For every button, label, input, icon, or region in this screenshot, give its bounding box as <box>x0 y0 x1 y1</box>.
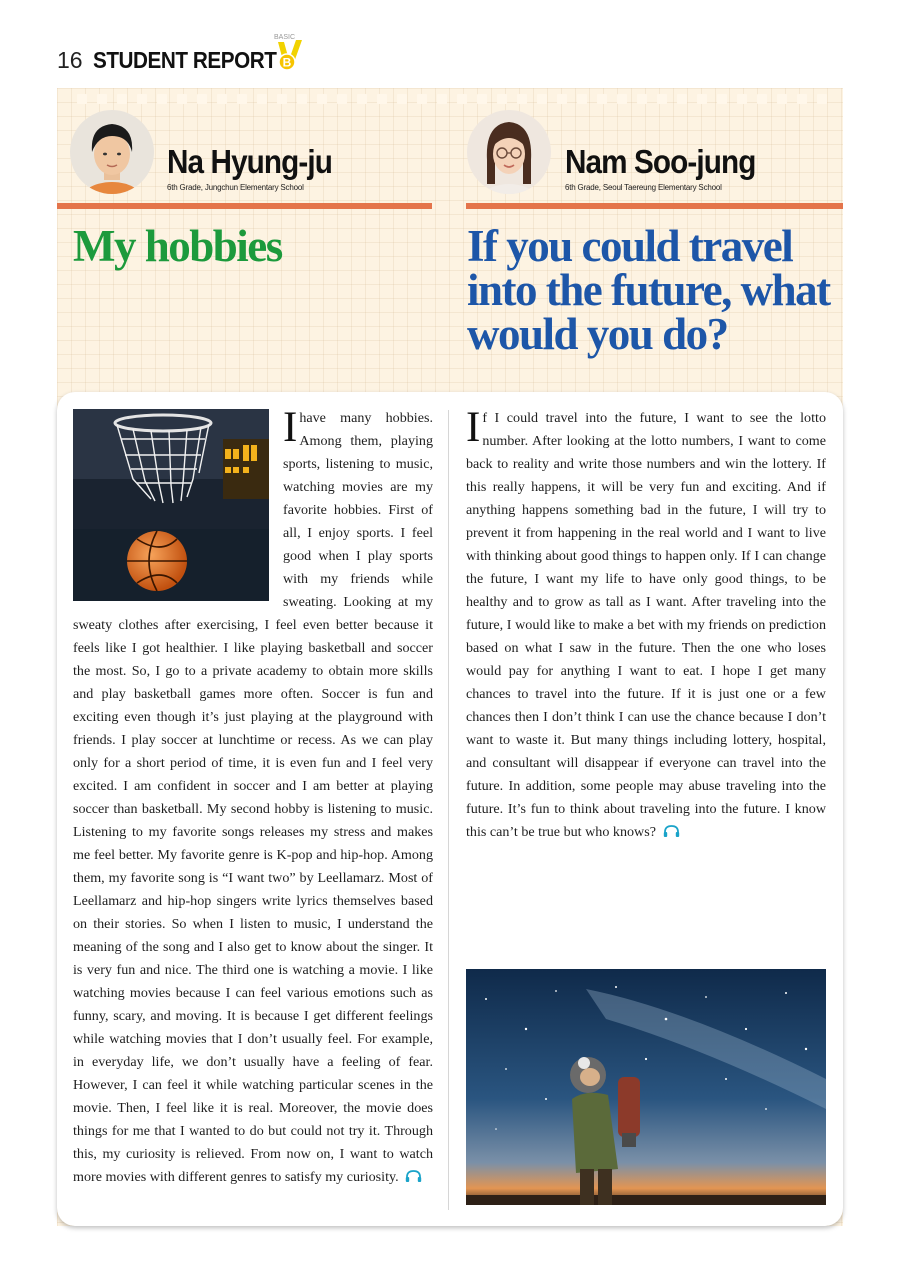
headphones-icon <box>405 1170 422 1182</box>
basketball-photo <box>73 409 269 601</box>
right-author-name: Nam Soo-jung <box>565 143 756 180</box>
page-number: 16 <box>57 46 83 73</box>
right-author-school: 6th Grade, Seoul Taereung Elementary School <box>565 183 722 192</box>
v-badge-icon <box>272 30 306 76</box>
badge-letter: B <box>282 55 292 70</box>
headphones-icon <box>663 825 680 837</box>
section-title: STUDENT REPORT <box>92 46 277 73</box>
left-body-text: have many hobbies. Among them, playing sports, listening to music, watching movies are my favorite hobbies. First of all, I enjoy sports. I feel good when I play sports with my friends while sweating. Looking at my sweaty clothes after exercising, I feel even better because it feels like I got healthier. I like playing basketball and soccer the most. So, I go to a private academy to obtain more skills and play basketball games more often. Soccer is fun and exciting even though it’s just playing at the playground with friends. I play soccer at lunchtime or recess. As we can play only for a short period of time, it is even fun and I feel very excited. I am confident in soccer and I am better at playing soccer than basketball. My second hobby is listening to music. Listening to my favorite songs releases my stress and makes me feel better. My favorite genre is K-pop and hip-hop. Among them, my favorite song is “I want two” by Leellamarz. Most of Leellamarz and hip-hop singers write lyrics themselves based on their stories. So when I listen to music, I understand the meaning of the song and I also get to know about the singer. It is very fun and nice. The third one is watching a movie. I like watching movies because I can feel various emotions such as funny, scary, and moving. It is because I get different feelings while watching movies that I don’t usually feel. For example, in everyday life, we don’t usually have a feeling of fear. However, I can feel it while watching particular scenes in the movie. Then, I feel like it is real. Moreover, the movie does things for me that I wanted to do but could not try it. Through this, my curiosity is relieved. From now on, I want to watch more movies with different genres to satisfy my curiosity. <box>73 410 433 1185</box>
space-kid-photo <box>466 969 826 1205</box>
left-author-name: Na Hyung-ju <box>167 143 332 180</box>
right-orange-rule <box>466 203 843 209</box>
right-author-avatar <box>467 110 551 194</box>
right-article-body <box>466 404 826 844</box>
left-author-school: 6th Grade, Jungchun Elementary School <box>167 183 304 192</box>
left-article-title: My hobbies <box>73 221 282 271</box>
left-author-avatar <box>70 110 154 194</box>
right-article-title: If you could travel into the future, what would you do? <box>467 221 830 359</box>
right-body-text: f I could travel into the future, I want to see the lotto number. After looking at the lotto numbers, I want to come back to reality and write those numbers and win the lottery. If this really happens, it will be very fun and exciting. And if anything happens something bad in the future, I will try to prevent it from happening in the real world and I want to live with thinking about good things to happen only. If I can change the future, I want my life to have only good things, to be healthy and to grow as tall as I want. After traveling into the future, I would like to make a bet with my friends on prediction based on what I saw in the future. Then the one who loses would pay for anything I want to eat. I hope I get many chances to travel into the future. If it is just one or a few chances then I don’t think I can use the chance because I don’t want to waste it. But many things including lottery, hospital, and consultant will disappear if everyone can travel into the future. In addition, some people may abuse traveling into the future. It’s fun to think about traveling into the future. I know this can’t be true but who knows? <box>466 410 826 840</box>
perforation-dots <box>77 94 827 106</box>
left-article-body <box>73 404 433 1189</box>
column-divider <box>448 410 449 1210</box>
left-dropcap: I <box>283 404 298 451</box>
badge-top-text: BASIC <box>274 34 296 41</box>
page-header <box>57 40 296 80</box>
right-dropcap: I <box>466 404 481 451</box>
left-orange-rule <box>57 203 432 209</box>
